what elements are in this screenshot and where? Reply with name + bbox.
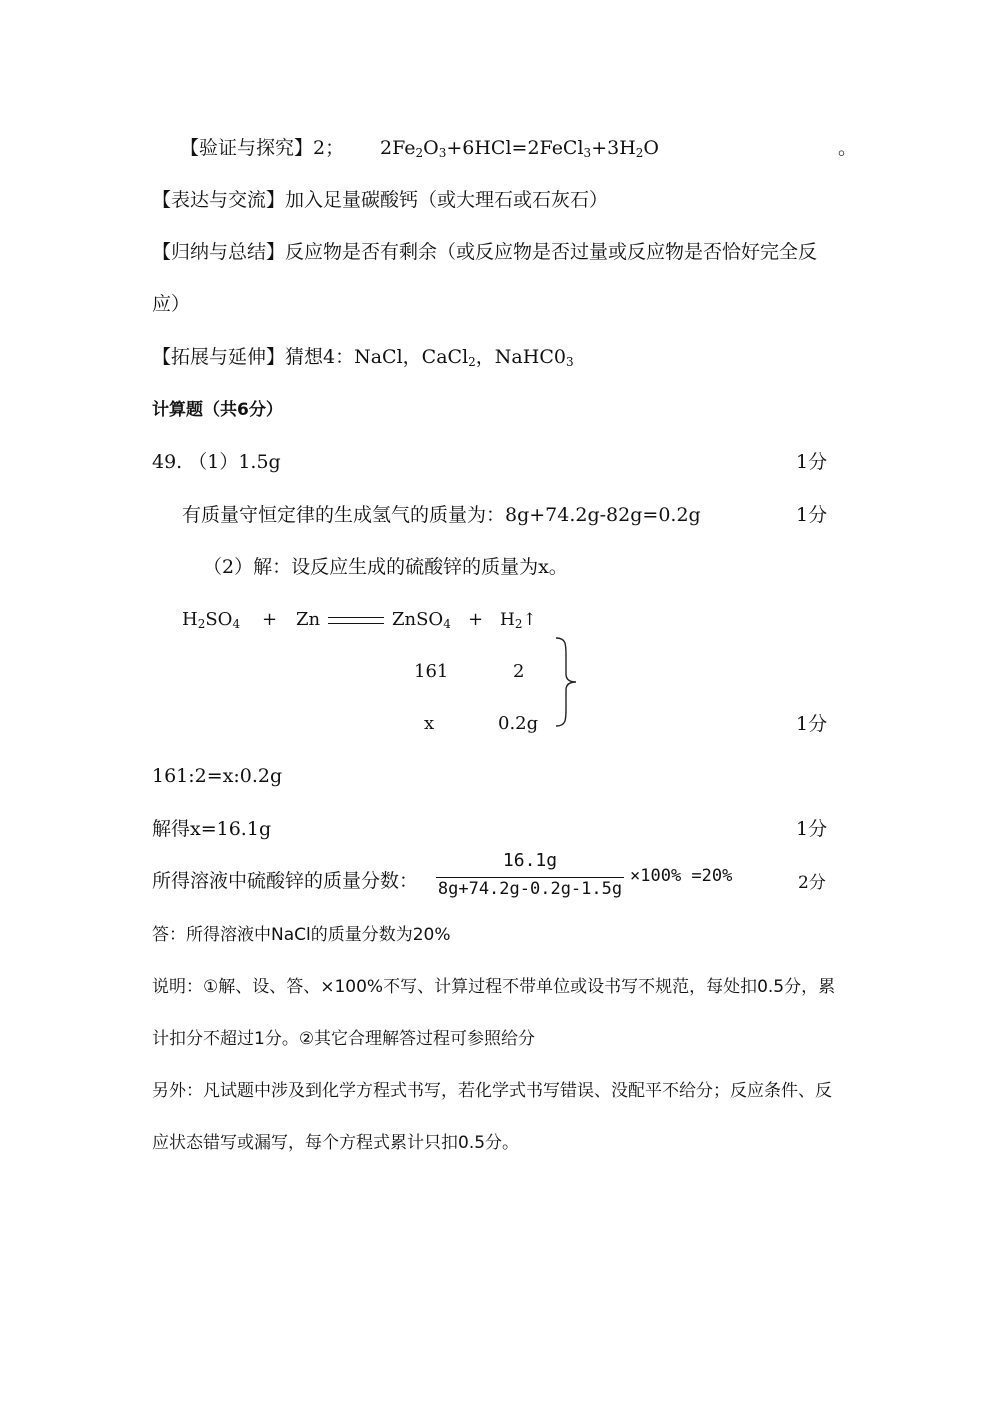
verify-rest: 2； [313,137,345,159]
verify-label: 【验证与探究】 [180,137,314,159]
fraction-bar [436,877,624,878]
ratio-bot-a: x [424,713,435,734]
verify-period: 。 [838,137,858,159]
fraction-numerator: 16.1g [502,850,558,871]
ratio-bot-b: 0.2g [498,713,539,734]
summary-label: 【归纳与总结】 [152,241,286,263]
verify-line [180,136,344,160]
summary-line [152,240,817,264]
verify-equation: $2Fe_2O_3+6HCl=2FeCl_3+3H_2O$ [380,137,659,160]
express-label: 【表达与交流】 [152,189,286,211]
right-brace-icon [552,636,582,728]
score-3: 1分 [796,713,828,735]
fraction-label: 所得溶液中硫酸锌的质量分数： [152,870,419,892]
ratio-top-b: 2 [513,661,525,682]
note-1: 说明：①解、设、答、×100%不写、计算过程不带单位或设书写不规范，每处扣0.5分，累 [152,977,836,997]
fraction-tail: ×100% =20% [630,866,733,886]
reaction-plus-1: + [262,609,278,630]
extend-label: 【拓展与延伸】 [152,346,286,368]
q49-line2: 有质量守恒定律的生成氢气的质量为：8g+74.2g-82g=0.2g [182,504,701,526]
reaction-plus-2: + [468,609,484,630]
score-1: 1分 [796,451,828,473]
fraction-denominator: 8g+74.2g-0.2g-1.5g [437,879,623,899]
score-2: 1分 [796,504,828,526]
solve-line: 解得x=16.1g [152,818,272,840]
summary-rest: 反应物是否有剩余（或反应物是否过量或反应物是否恰好完全反 [285,241,818,263]
reaction-equals [328,617,384,624]
note-4: 应状态错写或漏写，每个方程式累计只扣0.5分。 [152,1133,520,1153]
q49-line1: 49. （1）1.5g [152,451,281,473]
note-2: 计扣分不超过1分。②其它合理解答过程可参照给分 [152,1029,536,1049]
answer-line: 答：所得溶液中NaCl的质量分数为20% [152,925,451,945]
reaction-zn: Zn [296,609,321,630]
note-3: 另外：凡试题中涉及到化学方程式书写，若化学式书写错误、没配平不给分；反应条件、反 [152,1081,832,1101]
express-rest: 加入足量碳酸钙（或大理石或石灰石） [285,189,609,211]
reaction-h2: $H_2↑$ [500,610,537,631]
summary-line-2: 应） [152,293,191,315]
score-4: 1分 [796,818,828,840]
express-line [152,188,608,212]
reaction-znso4: ZnSO$_4$ [392,609,451,631]
extend-line: 【拓展与延伸】猜想4：NaCl，CaCl$_2$，$NaHC0_3$ [152,346,574,369]
ratio-top-a: 161 [414,661,449,682]
q49-line3: （2）解：设反应生成的硫酸锌的质量为x。 [203,556,568,578]
proportion: 161:2=x:0.2g [152,765,283,787]
score-5: 2分 [798,873,826,893]
calc-title: 计算题（共6分） [152,400,283,420]
reaction-h2so4: $H_2SO_4$ [182,609,241,631]
